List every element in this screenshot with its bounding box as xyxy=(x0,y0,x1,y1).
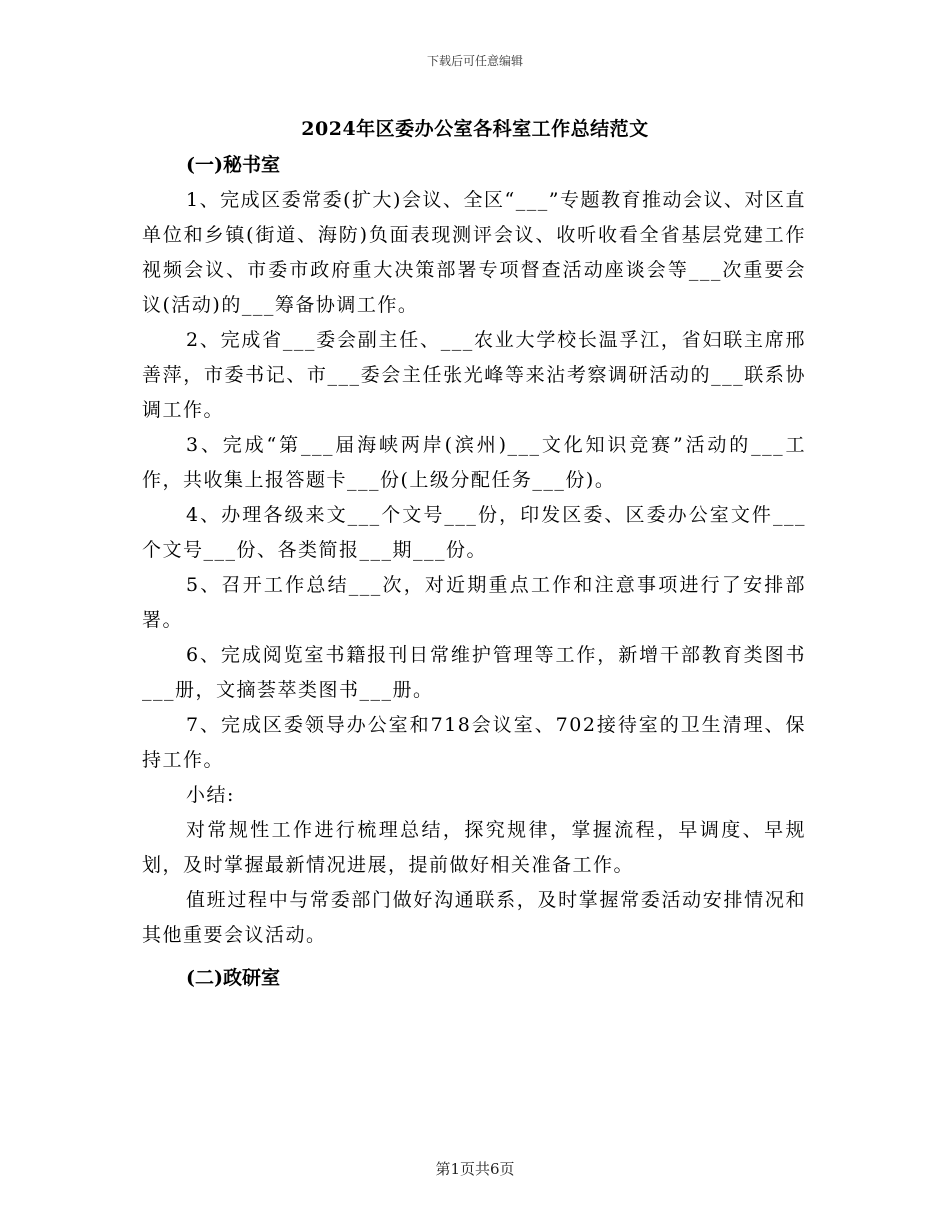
summary-label: 小结: xyxy=(186,784,235,806)
paragraph-item-6: 6、完成阅览室书籍报刊日常维护管理等工作，新增干部教育类图书___册，文摘荟萃类图书___册。 xyxy=(142,644,806,701)
summary-paragraph-1: 对常规性工作进行梳理总结，探究规律，掌握流程，早调度、早规划，及时掌握最新情况进展，提前做好相关准备工作。 xyxy=(142,819,806,876)
section-heading-secretariat: (一)秘书室 xyxy=(186,154,280,176)
paragraph-item-7: 7、完成区委领导办公室和718会议室、702接待室的卫生清理、保持工作。 xyxy=(142,714,806,771)
paragraph-item-2: 2、完成省___委会副主任、___农业大学校长温孚江，省妇联主席邢善萍，市委书记、市___委会主任张光峰等来沾考察调研活动的___联系协调工作。 xyxy=(142,329,806,421)
paragraph-item-5: 5、召开工作总结___次，对近期重点工作和注意事项进行了安排部署。 xyxy=(142,574,806,631)
document-title: 2024年区委办公室各科室工作总结范文 xyxy=(301,118,649,140)
paragraph-item-4: 4、办理各级来文___个文号___份，印发区委、区委办公室文件___个文号___份、各类简报___期___份。 xyxy=(142,504,806,561)
page-header-note: 下载后可任意编辑 xyxy=(426,54,523,68)
paragraph-item-3: 3、完成“第___届海峡两岸(滨州)___文化知识竞赛”活动的___工作，共收集上报答题卡___份(上级分配任务___份)。 xyxy=(142,434,806,491)
summary-paragraph-2: 值班过程中与常委部门做好沟通联系，及时掌握常委活动安排情况和其他重要会议活动。 xyxy=(142,889,806,946)
page-number-footer: 第1页共6页 xyxy=(435,1160,515,1178)
paragraph-item-1: 1、完成区委常委(扩大)会议、全区“___”专题教育推动会议、对区直单位和乡镇(街道、海防)负面表现测评会议、收听收看全省基层党建工作视频会议、市委市政府重大决策部署专项督查活动座谈会等___次重要会议(活动)的___筹备协调工作。 xyxy=(142,189,806,316)
section-heading-policy-research: (二)政研室 xyxy=(186,967,280,989)
document-body xyxy=(142,148,806,996)
